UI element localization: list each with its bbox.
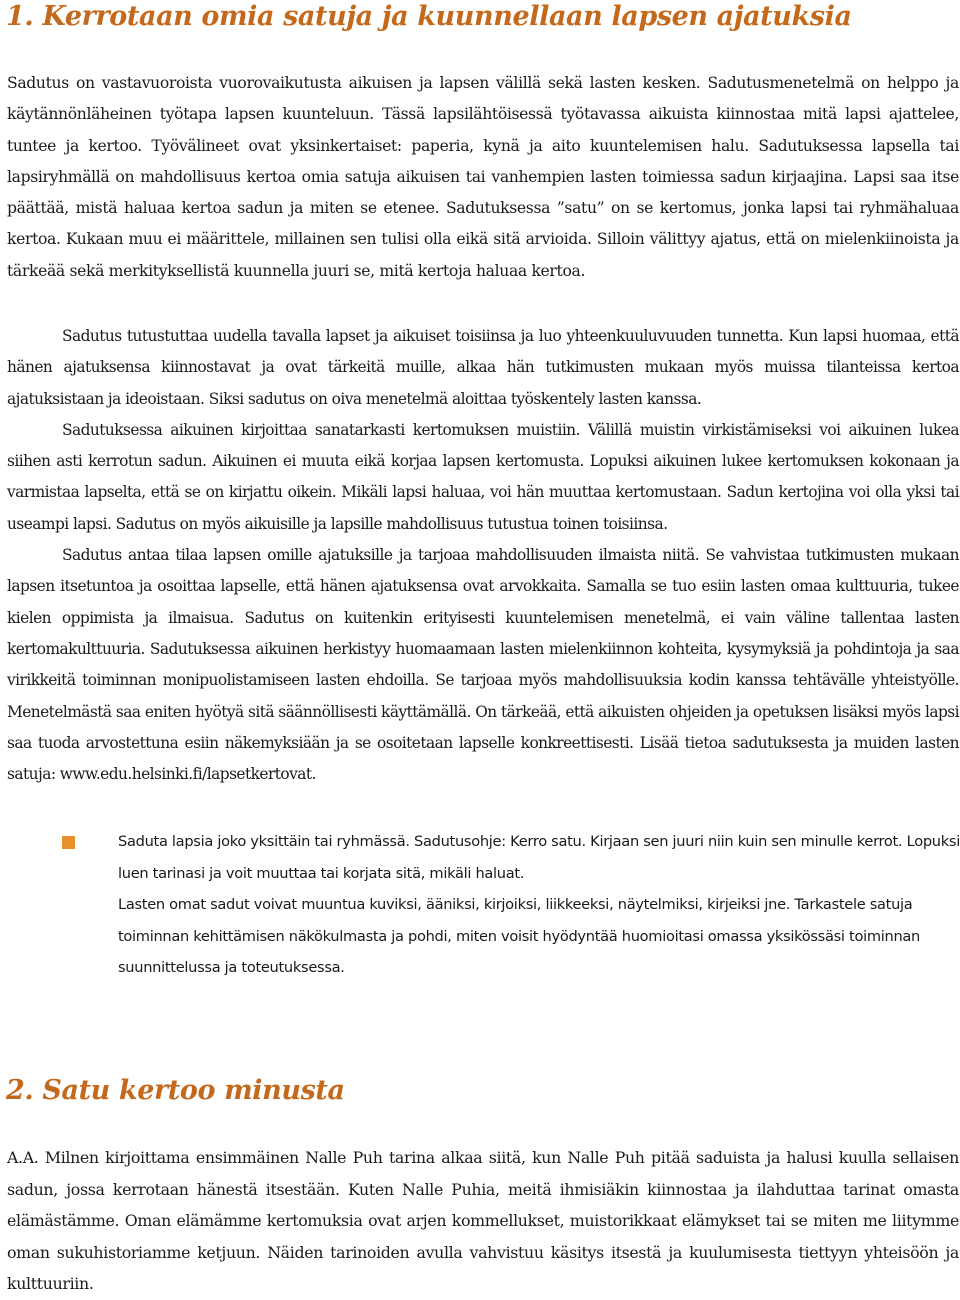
- body-paragraph-2: Sadutuksessa aikuinen kirjoittaa sanatarkasti kertomuksen muistiin. Välillä muistin virkistämiseksi voi aikuinen lukea siihen asti kerrotun sadun. Aikuinen ei muuta eikä korjaa lapsen kertomusta. Lopuksi aikuinen lukee kertomuksen kokonaan ja varmistaa lapselta, että se on kirjattu oikein. Mikäli lapsi haluaa, voi hän muuttaa kertomustaan. Sadun kertojina voi olla yksi tai useampi lapsi. Sadutus on myös aikuisille ja lapsille mahdollisuus tutustua toinen toisiinsa.: [7, 420, 959, 533]
- section-1-heading: 1. Kerrotaan omia satuja ja kuunnellaan lapsen ajatuksia: [6, 1, 852, 32]
- task-reflection: Lasten omat sadut voivat muuntua kuviksi, ääniksi, kirjoiksi, liikkeeksi, näytelmiksi, kirjeiksi jne. Tarkastele satuja toiminnan kehittämisen näkökulmasta ja pohdi, miten voisit hyödyntää huomioitasi omassa yksikössäsi toiminnan suunnittelussa ja toteutuksessa.: [118, 896, 920, 976]
- section-2-body: [7, 1142, 959, 1300]
- square-bullet-icon: [62, 836, 75, 849]
- section-1-intro: [7, 68, 959, 287]
- section-2-heading: 2. Satu kertoo minusta: [6, 1075, 345, 1106]
- task-bullet-text: [118, 826, 960, 984]
- body-paragraph-3: Sadutus antaa tilaa lapsen omille ajatuksille ja tarjoaa mahdollisuuden ilmaista niitä. Se vahvistaa tutkimusten mukaan lapsen itsetuntoa ja osoittaa lapselle, että hänen ajatuksensa ovat arvokkaita. Samalla se tuo esiin lasten omaa kulttuuria, tukee kielen oppimista ja ilmaisua. Sadutus on kuitenkin erityisesti kuuntelemisen menetelmä, ei vain väline tallentaa lasten kertomakulttuuria. Sadutuksessa aikuinen herkistyy huomaamaan lasten mielenkiinnon kohteita, kysymyksiä ja pohdintoja ja saa virikkeitä toiminnan monipuolistamiseen lasten ehdoilla. Se tarjoaa myös mahdollisuuksia kodin kanssa tehtävälle yhteistyölle. Menetelmästä saa eniten hyötyä sitä säännöllisesti käyttämällä. On tärkeää, että aikuisten ohjeiden ja opetuksen lisäksi myös lapsi saa tuoda arvostettuna esiin näkemyksiään ja se osoitetaan lapselle konkreettisesti. Lisää tietoa sadutuksesta ja muiden lasten satuja: www.edu.helsinki.fi/lapsetkertovat.: [7, 546, 960, 784]
- task-instruction: Saduta lapsia joko yksittäin tai ryhmässä. Sadutusohje: Kerro satu. Kirjaan sen juuri niin kuin sen minulle kerrot. Lopuksi luen tarinasi ja voit muuttaa tai korjata sitä, mikäli haluat.: [118, 833, 960, 882]
- section-2-paragraph: A.A. Milnen kirjoittama ensimmäinen Nalle Puh tarina alkaa siitä, kun Nalle Puh pitää saduista ja halusi kuulla sellaisen sadun, jossa kerrotaan hänestä itsestään. Kuten Nalle Puhia, meitä ihmisiäkin kiinnostaa ja ilahduttaa tarinat omasta elämästämme. Oman elämämme kertomuksia ovat arjen kommellukset, muistorikkaat elämykset tai se miten me liitymme oman sukuhistoriamme ketjuun. Näiden tarinoiden avulla vahvistuu käsitys itsestä ja kuulumisesta tiettyyn yhteisöön ja kulttuuriin.: [7, 1148, 959, 1293]
- section-1-body: [7, 321, 959, 790]
- intro-paragraph: Sadutus on vastavuoroista vuorovaikutusta aikuisen ja lapsen välillä sekä lasten kesken. Sadutusmenetelmä on helppo ja käytännönläheinen työtapa lapsen kuunteluun. Tässä lapsilähtöisessä työtavassa aikuista kiinnostaa mitä lapsi ajattelee, tuntee ja kertoo. Työvälineet ovat yksinkertaiset: paperia, kynä ja aito kuuntelemisen halu. Sadutuksessa lapsella tai lapsiryhmällä on mahdollisuus kertoa omia satuja aikuisen tai vanhempien lasten toimiessa sadun kirjaajina. Lapsi saa itse päättää, mistä haluaa kertoa sadun ja miten se etenee. Sadutuksessa ”satu” on se kertomus, jonka lapsi tai ryhmähaluaa kertoa. Kukaan muu ei määrittele, millainen sen tulisi olla eikä sitä arvioida. Silloin välittyy ajatus, että on mielenkiinoista ja tärkeää sekä merkityksellistä kuunnella juuri se, mitä kertoja haluaa kertoa.: [7, 74, 959, 280]
- body-paragraph-1: Sadutus tutustuttaa uudella tavalla lapset ja aikuiset toisiinsa ja luo yhteenkuuluvuuden tunnetta. Kun lapsi huomaa, että hänen ajatuksensa kiinnostavat ja ovat tärkeitä muille, alkaa hän tutkimusten mukaan myös muissa tilanteissa kertoa ajatuksistaan ja ideoistaan. Siksi sadutus on oiva menetelmä aloittaa työskentely lasten kanssa.: [7, 327, 959, 408]
